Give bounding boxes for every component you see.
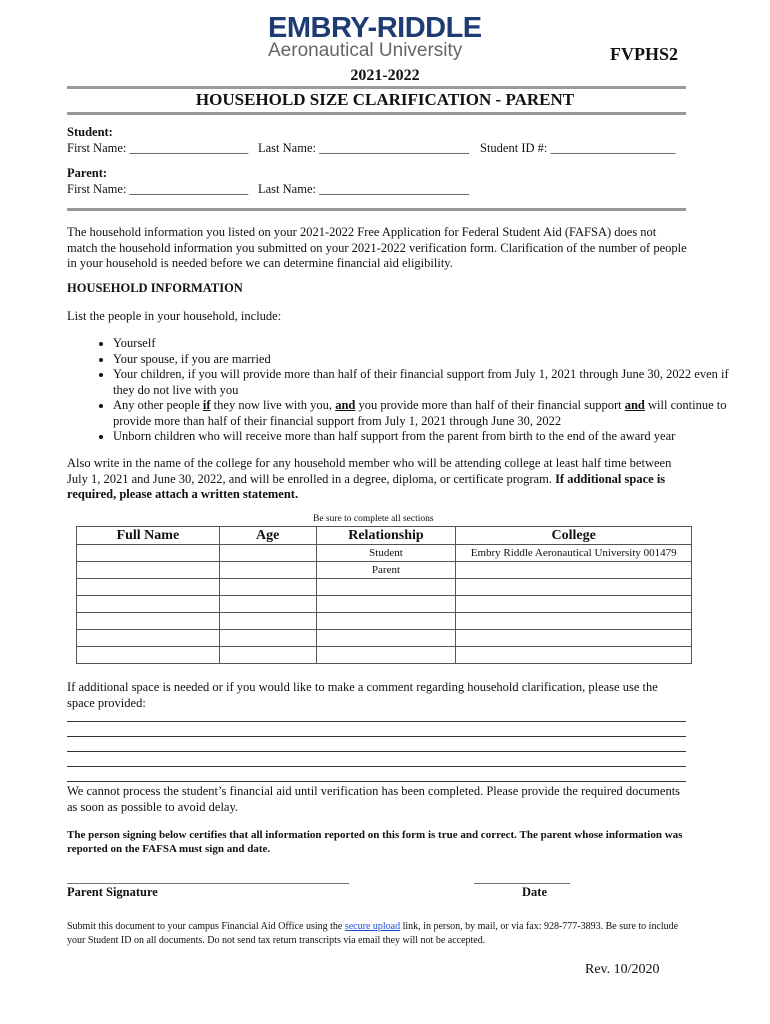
parent-last-name-field[interactable]: Last Name: ________________________ xyxy=(258,182,470,196)
cell[interactable] xyxy=(456,613,692,630)
cell: Student xyxy=(316,545,456,562)
comment-line[interactable] xyxy=(67,781,686,782)
cell[interactable] xyxy=(77,562,220,579)
table-hint: Be sure to complete all sections xyxy=(313,514,434,524)
cell[interactable] xyxy=(316,613,456,630)
cell[interactable] xyxy=(456,579,692,596)
cell[interactable] xyxy=(456,562,692,579)
list-item: • Your spouse, if you are married xyxy=(113,352,733,368)
certification-statement: The person signing below certifies that all information reported on this form is true and correct. The parent whose information was reported on the FAFSA must sign and date. xyxy=(67,829,683,855)
table-header-row xyxy=(77,527,692,545)
secure-upload-link[interactable]: secure upload xyxy=(344,921,401,932)
cell[interactable] xyxy=(219,596,316,613)
college-note: Also write in the name of the college for any household member who will be attending college at least half time between July 1, 2021 and June 30, 2022, and will be enrolled in a degree, diploma, or certificate program. If additional space is required, please attach a written statement. xyxy=(67,456,672,501)
cell[interactable] xyxy=(219,630,316,647)
processing-notice: We cannot process the student’s financial aid until verification has been completed. Please provide the required documents as soon as possible to avoid delay. xyxy=(67,784,681,814)
university-logo-subtitle: Aeronautical University xyxy=(268,40,463,61)
cell: Embry Riddle Aeronautical University 001479 xyxy=(456,545,692,562)
student-id-field[interactable]: Student ID #: ____________________ xyxy=(480,141,676,155)
table-row xyxy=(77,613,692,630)
comment-prompt: If additional space is needed or if you would like to make a comment regarding household clarification, please use the space provided: xyxy=(67,680,658,710)
col-relationship: Relationship xyxy=(316,527,456,545)
household-criteria-list xyxy=(67,336,733,445)
cell[interactable] xyxy=(219,545,316,562)
intro-paragraph: The household information you listed on your 2021-2022 Free Application for Federal Student Aid (FAFSA) does not match the household information you submitted on your 2021-2022 verification form. Clarification of the number of people in your household is needed before we can determine financial aid eligibility. xyxy=(67,225,687,270)
cell[interactable] xyxy=(77,545,220,562)
cell[interactable] xyxy=(219,562,316,579)
cell[interactable] xyxy=(77,596,220,613)
cell[interactable] xyxy=(316,596,456,613)
student-label: Student: xyxy=(67,125,113,139)
date-line[interactable]: ________________ xyxy=(474,871,570,885)
cell[interactable] xyxy=(456,630,692,647)
signature-label: Parent Signature xyxy=(67,885,158,899)
cell[interactable] xyxy=(219,579,316,596)
table-row xyxy=(77,647,692,664)
date-label: Date xyxy=(522,885,547,899)
table-row xyxy=(77,579,692,596)
divider xyxy=(67,86,686,89)
cell[interactable] xyxy=(456,596,692,613)
cell[interactable] xyxy=(316,647,456,664)
table-row xyxy=(77,596,692,613)
table-row xyxy=(77,630,692,647)
household-table xyxy=(76,526,692,664)
divider xyxy=(67,112,686,115)
cell[interactable] xyxy=(77,630,220,647)
table-row xyxy=(77,562,692,579)
cell[interactable] xyxy=(77,613,220,630)
submission-instructions: Submit this document to your campus Financial Aid Office using the secure upload link, in person, by mail, or via fax: 928-777-3893. Be sure to include your Student ID on all documents. Do not send tax return transcripts via email they will not be accepted. xyxy=(67,921,679,946)
cell[interactable] xyxy=(316,579,456,596)
page-title: HOUSEHOLD SIZE CLARIFICATION - PARENT xyxy=(195,90,575,109)
cell[interactable] xyxy=(456,647,692,664)
divider xyxy=(67,208,686,211)
cell[interactable] xyxy=(77,647,220,664)
col-full-name: Full Name xyxy=(77,527,220,545)
col-college: College xyxy=(456,527,692,545)
signature-line[interactable]: _______________________________________________ xyxy=(67,871,349,885)
col-age: Age xyxy=(219,527,316,545)
cell[interactable] xyxy=(219,613,316,630)
list-item: • Your children, if you will provide more than half of their financial support from July 1, 2021 through June 30, 2022 even if they do not live with you xyxy=(113,367,733,398)
cell[interactable] xyxy=(316,630,456,647)
cell: Parent xyxy=(316,562,456,579)
list-item: • Unborn children who will receive more than half support from the parent from birth to the end of the award year xyxy=(113,429,733,445)
comment-line[interactable] xyxy=(67,736,686,737)
list-item: • Yourself xyxy=(113,336,733,352)
form-code: FVPHS2 xyxy=(610,44,679,64)
award-year: 2021-2022 xyxy=(350,67,420,84)
household-heading: HOUSEHOLD INFORMATION xyxy=(67,281,243,295)
parent-label: Parent: xyxy=(67,166,108,180)
cell[interactable] xyxy=(77,579,220,596)
list-item: • Any other people if they now live with you, and you provide more than half of their financial support and will continue to provide more than half of their financial support from July 1, 2021 through June 30, 2022 xyxy=(113,398,733,429)
table-row xyxy=(77,545,692,562)
list-intro: List the people in your household, include: xyxy=(67,309,282,323)
comment-line[interactable] xyxy=(67,721,686,722)
university-logo-wordmark: EMBRY-RIDDLE xyxy=(268,12,482,44)
parent-first-name-field[interactable]: First Name: ___________________ xyxy=(67,182,249,196)
student-first-name-field[interactable]: First Name: ___________________ xyxy=(67,141,249,155)
comment-line[interactable] xyxy=(67,751,686,752)
cell[interactable] xyxy=(219,647,316,664)
student-last-name-field[interactable]: Last Name: ________________________ xyxy=(258,141,470,155)
revision-date: Rev. 10/2020 xyxy=(585,962,660,977)
comment-line[interactable] xyxy=(67,766,686,767)
